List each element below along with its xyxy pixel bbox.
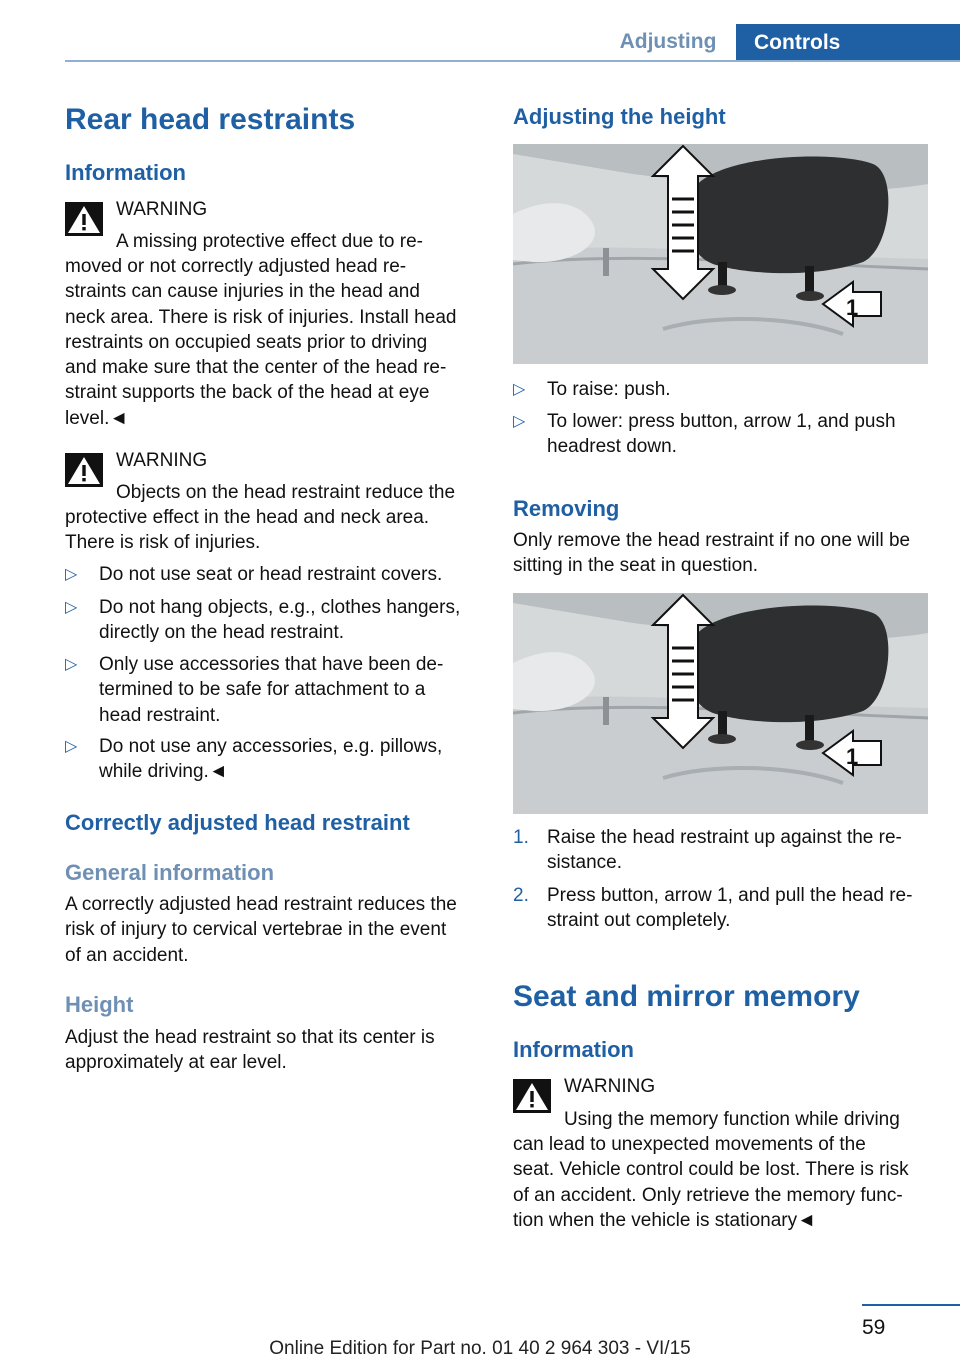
text-line: There is risk of injuries. [65, 532, 261, 554]
warning-icon [65, 453, 103, 487]
header-rule [65, 60, 960, 62]
text-line: while driving.◄ [99, 761, 228, 783]
text-line: To lower: press button, arrow 1, and push [547, 411, 896, 432]
text-line: A correctly adjusted head restraint reduces the [65, 894, 457, 915]
text-line: neck area. There is risk of injuries. Install head [65, 306, 457, 328]
removing-heading: Removing [513, 496, 620, 521]
adjusting-height-heading: Adjusting the height [513, 104, 726, 129]
removing-text [513, 528, 933, 579]
list-item [65, 562, 485, 587]
headrest-photo [513, 593, 928, 814]
warning3-label: WARNING [564, 1076, 656, 1097]
memory-title: Seat and mirror memory [513, 980, 860, 1013]
text-line: can lead to unexpected movements of the [513, 1134, 866, 1155]
bullet-triangle-icon: ▷ [65, 566, 78, 583]
memory-info-heading: Information [513, 1037, 634, 1062]
page-title: Rear head restraints [65, 103, 356, 136]
height-text [65, 1025, 485, 1076]
warning2-body [65, 505, 485, 556]
text-line: headrest down. [547, 436, 677, 458]
text-line: head restraint. [99, 704, 221, 726]
text-line: approximately at ear level. [65, 1052, 287, 1074]
header-section: Adjusting [619, 30, 717, 53]
list-item [513, 825, 933, 876]
list-item [65, 595, 485, 646]
text-line: straint out completely. [547, 910, 731, 932]
height-heading: Height [65, 992, 134, 1017]
text-line: sistance. [547, 852, 622, 874]
list-item [513, 409, 933, 460]
text-line: moved or not correctly adjusted head re- [65, 256, 407, 277]
bullet-triangle-icon: ▷ [65, 656, 78, 673]
header-chapter-tab: Controls [736, 24, 960, 62]
text-line: seat. Vehicle control could be lost. There is risk [513, 1159, 909, 1181]
bullet-triangle-icon: ▷ [65, 599, 78, 616]
warning3-body [513, 1132, 938, 1233]
text-line: and make sure that the center of the head re- [65, 357, 447, 379]
bullet-triangle-icon: ▷ [513, 381, 526, 398]
warning3-first-line: Using the memory function while driving [564, 1109, 900, 1130]
text-line: Press button, arrow 1, and pull the head re- [547, 885, 913, 906]
text-line: of an accident. [65, 944, 189, 966]
list-item [513, 377, 933, 402]
page-number: 59 [862, 1316, 886, 1339]
step-number: 1. [513, 827, 529, 848]
warning2-label: WARNING [116, 450, 208, 471]
footer-rule [862, 1304, 960, 1306]
list-item [65, 652, 485, 728]
text-line: straints can cause injuries in the head and [65, 281, 420, 303]
text-line: Only remove the head restraint if no one will be [513, 530, 911, 551]
text-line: of an accident. Only retrieve the memory func- [513, 1184, 903, 1206]
warning-icon [513, 1079, 551, 1113]
adjusted-heading: Correctly adjusted head restraint [65, 810, 410, 835]
text-line: Adjust the head restraint so that its center is [65, 1027, 435, 1048]
text-line: Do not hang objects, e.g., clothes hangers, [99, 597, 461, 618]
text-line: risk of injury to cervical vertebrae in the event [65, 919, 447, 941]
warning1-first-line: A missing protective effect due to re- [116, 231, 423, 252]
headrest-photo [513, 144, 928, 364]
callout-label: 1 [846, 295, 859, 320]
text-line: sitting in the seat in question. [513, 555, 759, 577]
callout-label: 1 [846, 744, 859, 769]
warning1-body [65, 254, 485, 431]
text-line: level.◄ [65, 407, 129, 429]
step-number: 2. [513, 885, 529, 906]
list-item [65, 734, 485, 785]
list-item [513, 883, 933, 934]
text-line: tion when the vehicle is stationary◄ [513, 1209, 816, 1231]
text-line: Do not use seat or head restraint covers. [99, 564, 443, 585]
bullet-triangle-icon: ▷ [513, 413, 526, 430]
warning1-label: WARNING [116, 199, 208, 220]
general-info-text [65, 892, 485, 968]
bullet-triangle-icon: ▷ [65, 738, 78, 755]
text-line: Do not use any accessories, e.g. pillows, [99, 736, 443, 757]
text-line: termined to be safe for attachment to a [99, 679, 426, 701]
warning2-first-line: Objects on the head restraint reduce the [116, 482, 456, 503]
text-line: protective effect in the head and neck area. [65, 507, 430, 528]
edition-note: Online Edition for Part no. 01 40 2 964 303 - VI/15 [269, 1338, 691, 1359]
warning-icon [65, 202, 103, 236]
text-line: directly on the head restraint. [99, 622, 345, 644]
text-line: restraints on occupied seats prior to driving [65, 331, 428, 353]
info-heading: Information [65, 160, 186, 185]
text-line: Raise the head restraint up against the re- [547, 827, 902, 848]
text-line: straint supports the back of the head at eye [65, 382, 430, 404]
text-line: Only use accessories that have been de- [99, 654, 444, 675]
text-line: To raise: push. [547, 379, 671, 400]
general-info-heading: General information [65, 860, 275, 885]
